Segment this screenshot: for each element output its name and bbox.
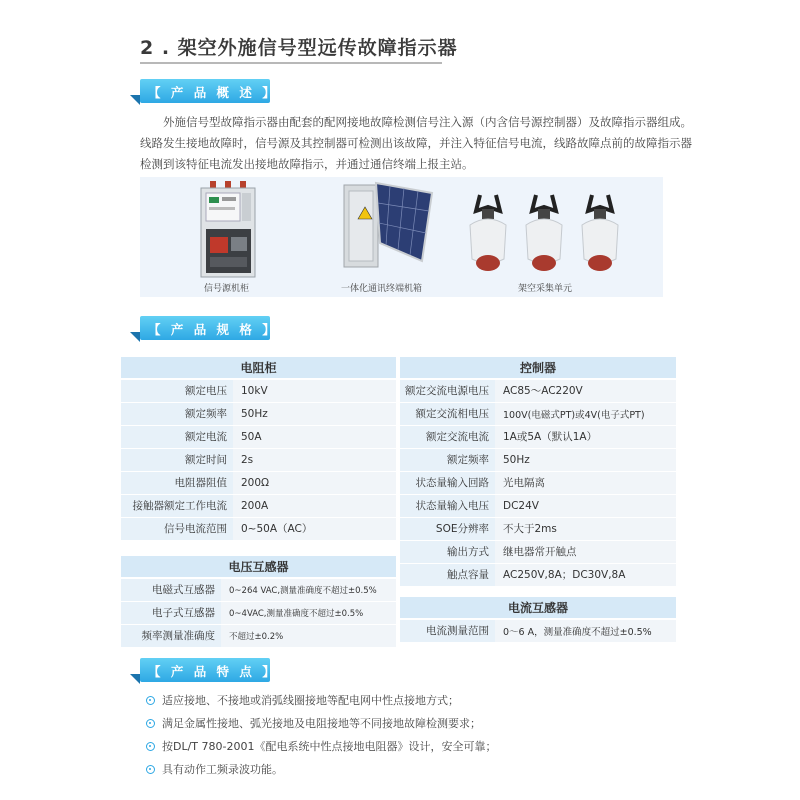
row-value: 光电隔离	[495, 471, 676, 494]
product-label: 架空采集单元	[518, 284, 573, 294]
row-value: 50Hz	[233, 402, 396, 425]
section-tag-label: 【 产 品 概 述 】	[148, 85, 278, 100]
feature-text: 具有动作工频录波功能。	[162, 763, 283, 776]
cabinet-image	[198, 181, 258, 279]
table-row	[400, 494, 676, 517]
row-value: 不大于2ms	[495, 517, 676, 540]
table-title: 电流互感器	[400, 597, 676, 619]
ribbon-fold	[130, 674, 140, 684]
row-value: AC85～AC220V	[495, 379, 676, 402]
overview-text	[140, 112, 692, 175]
section-tag-specs	[130, 316, 278, 340]
row-value: 不超过±0.2%	[221, 624, 396, 647]
title-divider	[140, 62, 442, 64]
list-item	[146, 758, 496, 781]
collector-units-image	[466, 193, 626, 275]
row-value: AC250V,8A；DC30V,8A	[495, 563, 676, 586]
table-row	[400, 563, 676, 586]
table-title: 电压互感器	[121, 556, 396, 578]
list-item	[146, 735, 496, 758]
table-row	[400, 619, 676, 642]
row-label: 额定电流	[121, 425, 233, 448]
section-tag-features	[130, 658, 278, 682]
circle-bullet-icon	[146, 742, 155, 751]
row-label: SOE分辨率	[400, 517, 495, 540]
table-row	[400, 425, 676, 448]
table-row	[400, 448, 676, 471]
row-value: 0~264 VAC,测量准确度不超过±0.5%	[221, 578, 396, 601]
row-value: 10kV	[233, 379, 396, 402]
list-item	[146, 712, 496, 735]
row-label: 额定交流电源电压	[400, 379, 495, 402]
table-row	[400, 471, 676, 494]
controller-table	[400, 357, 676, 587]
overview-line: 检测到该特征电流发出接地故障指示，并通过通信终端上报主站。	[140, 157, 474, 171]
row-value: 0~50A（AC）	[233, 517, 396, 540]
row-label: 额定交流电流	[400, 425, 495, 448]
table-row	[400, 402, 676, 425]
current-transformer-table	[400, 597, 676, 643]
row-label: 状态量输入回路	[400, 471, 495, 494]
circle-bullet-icon	[146, 719, 155, 728]
row-value: 0～6 A，测量准确度不超过±0.5%	[495, 619, 676, 642]
feature-text: 适应接地、不接地或消弧线圈接地等配电网中性点接地方式；	[162, 694, 459, 707]
row-label: 额定时间	[121, 448, 233, 471]
row-value: 100V(电磁式PT)或4V(电子式PT)	[495, 402, 676, 425]
section-tag-label: 【 产 品 规 格 】	[148, 322, 278, 337]
table-row	[121, 471, 396, 494]
row-value: DC24V	[495, 494, 676, 517]
table-row	[400, 540, 676, 563]
row-label: 接触器额定工作电流	[121, 494, 233, 517]
ribbon-fold	[130, 95, 140, 105]
row-value: 0~4VAC,测量准确度不超过±0.5%	[221, 601, 396, 624]
section-tag-label: 【 产 品 特 点 】	[148, 664, 278, 679]
resistor-cabinet-table	[121, 357, 396, 541]
feature-text: 按DL/T 780-2001《配电系统中性点接地电阻器》设计，安全可靠；	[162, 740, 497, 753]
list-item	[146, 689, 496, 712]
table-row	[121, 425, 396, 448]
overview-line: 线路发生接地故障时，信号源及其控制器可检测出该故障，并注入特征信号电流，线路故障点前的故障指示器	[140, 136, 692, 150]
row-value: 2s	[233, 448, 396, 471]
row-value: 继电器常开触点	[495, 540, 676, 563]
table-row	[121, 448, 396, 471]
table-row	[400, 379, 676, 402]
table-row	[121, 624, 396, 647]
table-row	[121, 402, 396, 425]
row-label: 信号电流范围	[121, 517, 233, 540]
table-row	[121, 601, 396, 624]
row-label: 电子式互感器	[121, 601, 221, 624]
row-label: 状态量输入电压	[400, 494, 495, 517]
ribbon-fold	[130, 332, 140, 342]
row-label: 电流测量范围	[400, 619, 495, 642]
circle-bullet-icon	[146, 765, 155, 774]
table-title: 控制器	[400, 357, 676, 379]
overview-line: 外施信号型故障指示器由配套的配网接地故障检测信号注入源（内含信号源控制器）及故障指示器组成。	[163, 115, 692, 129]
table-row	[400, 517, 676, 540]
table-row	[121, 578, 396, 601]
product-label: 一体化通讯终端机箱	[341, 284, 423, 294]
row-label: 频率测量准确度	[121, 624, 221, 647]
voltage-transformer-table	[121, 556, 396, 648]
row-value: 200A	[233, 494, 396, 517]
section-tag-overview	[130, 79, 278, 103]
table-row	[121, 517, 396, 540]
table-row	[121, 379, 396, 402]
row-label: 电阻器阻值	[121, 471, 233, 494]
page-title: 2 . 架空外施信号型远传故障指示器	[140, 37, 458, 59]
feature-text: 满足金属性接地、弧光接地及电阻接地等不同接地故障检测要求；	[162, 717, 481, 730]
circle-bullet-icon	[146, 696, 155, 705]
row-label: 触点容量	[400, 563, 495, 586]
row-value: 1A或5A（默认1A）	[495, 425, 676, 448]
row-value: 50Hz	[495, 448, 676, 471]
row-value: 200Ω	[233, 471, 396, 494]
row-label: 额定频率	[400, 448, 495, 471]
row-value: 50A	[233, 425, 396, 448]
table-title: 电阻柜	[121, 357, 396, 379]
table-row	[121, 494, 396, 517]
row-label: 输出方式	[400, 540, 495, 563]
product-image-strip	[140, 177, 663, 297]
solar-terminal-image	[340, 177, 440, 275]
row-label: 电磁式互感器	[121, 578, 221, 601]
product-label: 信号源机柜	[204, 284, 250, 294]
row-label: 额定电压	[121, 379, 233, 402]
row-label: 额定频率	[121, 402, 233, 425]
feature-list	[146, 689, 496, 781]
row-label: 额定交流相电压	[400, 402, 495, 425]
